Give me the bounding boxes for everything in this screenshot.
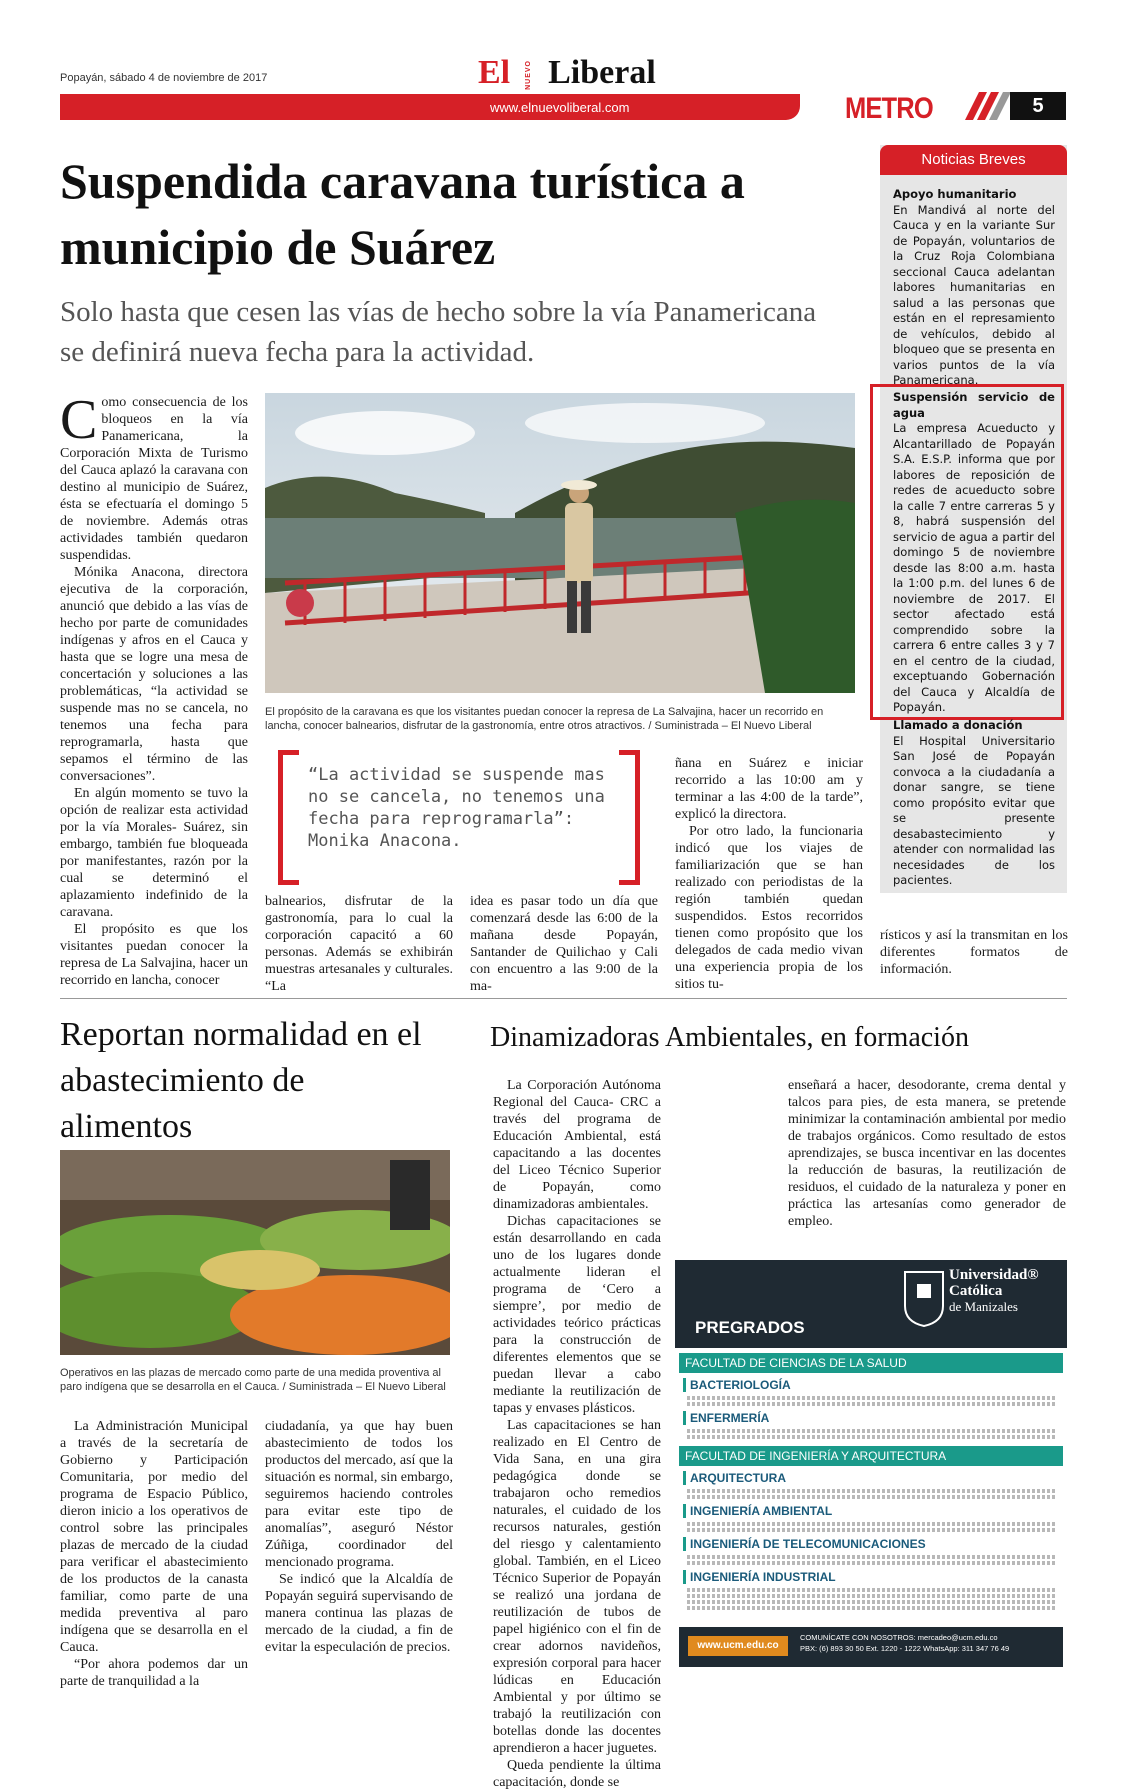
briefs-heading: Noticias Breves	[880, 145, 1067, 175]
ad-program: INGENIERÍA AMBIENTAL	[683, 1504, 832, 1518]
article1-paragraph: balnearios, disfrutar de la gastronomía, para lo cual la corporación capacitó a 60 personas. Además se exhibirán muestras artesanales y culturales. “La	[265, 894, 453, 994]
brief-text: El Hospital Universitario San José de Popayán convoca a la ciudadanía a donar sangre, se tiene como propósito evitar que se presente desabastecimiento y atender con normalidad las necesidades de los pacientes.	[893, 733, 1055, 887]
section-name: METRO	[845, 92, 933, 125]
brief-title: Apoyo humanitario	[893, 187, 1017, 201]
ad-program: ENFERMERÍA	[683, 1411, 769, 1425]
article2-paragraph: “Por ahora podemos dar un parte de tranquilidad a la	[60, 1657, 248, 1689]
ad-university-name: Universidad®	[949, 1267, 1039, 1283]
logo-el: El	[478, 54, 511, 91]
photo-market-produce	[60, 1150, 450, 1355]
website-url: www.elnuevoliberal.com	[490, 100, 630, 115]
article3-paragraph: La Corporación Autónoma Regional del Cauca- CRC a través del programa de Educación Ambiental, está capacitando a las docentes del Liceo Técnico Superior de Popayán, como dinamizadoras ambientales.	[493, 1078, 661, 1212]
brief-apoyo-humanitario	[893, 187, 1055, 389]
article3-column-2	[788, 1077, 1066, 1230]
ad-faculty-engineering: FACULTAD DE INGENIERÍA Y ARQUITECTURA	[679, 1446, 1063, 1466]
article2-column-1	[60, 1418, 248, 1690]
article1-paragraph: ñana en Suárez e iniciar recorrido a las 10:00 am y terminar a las 4:00 de la tarde”, explicó la directora.	[675, 756, 863, 822]
ad-pregrados: PREGRADOS	[695, 1318, 805, 1337]
brief-text: En Mandivá al norte del Cauca y en la variante Sur de Popayán, voluntarios de la Cruz Roja Colombiana seccional Cauca adelantan labores humanitarias en salud a las personas que están en el represamiento de vehículos, debido al bloqueo que se presenta en varios puntos de la vía Panamericana.	[893, 202, 1055, 387]
article2-paragraph: ciudadanía, ya que hay buen abastecimiento de todos los productos del mercado, así que la situación es normal, sin embargo, seguiremos haciendo controles para evitar este tipo de anomalías”, aseguró Néstor Zúñiga, coordinador del mencionado programa.	[265, 1419, 453, 1570]
ad-program: BACTERIOLOGÍA	[683, 1378, 791, 1392]
photo-salvajina-reservoir	[265, 393, 855, 693]
brief-text: La empresa Acueducto y Alcantarillado de Popayán S.A. E.S.P. informa que por labores de reposición de redes de acueducto sobre la calle 7 entre carreras 5 y 8, habrá suspensión del servicio de agua a partir del domingo 5 de noviembre desde las 8:00 a.m. hasta la 1:00 p.m. del lunes 6 de noviembre de 2017. El sector afectado está comprendido sobre la carrera 6 entre calles 3 y 7 en el centro de la ciudad, exceptuando Gobernación del Cauca y Alcaldía de Popayán.	[893, 421, 1055, 714]
ad-website[interactable]: www.ucm.edu.co	[688, 1636, 788, 1656]
headline-abastecimiento: Reportan normalidad en el abastecimiento de alimentos	[60, 1016, 422, 1145]
issue-date: Popayán, sábado 4 de noviembre de 2017	[60, 72, 268, 84]
photo-caption: El propósito de la caravana es que los visitantes puedan conocer la represa de La Salvajina, hacer un recorrido en lancha, conocer balnearios, disfrutar de la gastronomía, entre otros atractivos. / Suministrada – El Nuevo Liberal	[265, 706, 824, 732]
ad-program: ARQUITECTURA	[683, 1471, 786, 1485]
ad-contact	[800, 1632, 1060, 1654]
header-red-bar	[60, 94, 800, 120]
ad-contact-line: PBX: (6) 893 30 50 Ext. 1220 - 1222 WhatsApp: 311 347 76 49	[800, 1644, 1010, 1653]
pull-quote: “La actividad se suspende mas no se cancela, no tenemos una fecha para reprogramarla”: Monika Anacona.	[308, 765, 605, 851]
article1-column-2	[265, 893, 453, 995]
article1-column-3	[470, 893, 658, 995]
logo-nuevo: NUEVO	[525, 60, 533, 90]
article3-paragraph: enseñará a hacer, desodorante, crema dental y talcos para pies, de esta manera, se pretende minimizar la contaminación ambiental por medio de trabajos orgánicos. Como resultado de estos aprendizajes, se busca incentivar en las docentes la reducción de basuras, la reutilización de residuos, el cuidado de la naturaleza y poner en práctica las artesanías como generador de empleo.	[788, 1078, 1066, 1229]
page-number: 5	[1010, 92, 1066, 120]
brief-title: Llamado a donación	[893, 718, 1023, 732]
article1-paragraph: rísticos y así la transmitan en los diferentes formatos de información.	[880, 928, 1068, 977]
university-ad	[675, 1260, 1067, 1672]
shield-icon	[903, 1270, 945, 1328]
brief-title: Suspensión servicio de agua	[893, 390, 1055, 420]
article1-paragraph: El propósito es que los visitantes puedan conocer la represa de La Salvajina, hacer un recorrido en lancha, conocer	[60, 922, 248, 988]
newspaper-logo	[478, 56, 656, 90]
ad-university-name: de Manizales	[949, 1299, 1018, 1314]
logo-liberal: Liberal	[548, 54, 656, 91]
article2-paragraph: La Administración Municipal a través de la secretaría de Gobierno y Participación Comunitaria, por medio del programa de Espacio Público, dieron inicio a los operativos de control sobre las principales plazas de mercado de la ciudad para verificar el abastecimiento de los productos de la canasta familiar, como parte de una medida preventiva al paro indígena que se desarrolla en el Cauca.	[60, 1419, 248, 1655]
article1-column-4	[675, 755, 863, 993]
stripes-icon	[965, 92, 1015, 120]
article2-column-2	[265, 1418, 453, 1656]
drop-cap: C	[60, 389, 98, 451]
brief-suspension-agua	[893, 390, 1055, 716]
article1-paragraph: idea es pasar todo un día que comenzará desde las 6:00 de la mañana desde Popayán, Santander de Quilichao y Cali con encuentro a las 9:00 de la ma-	[470, 894, 658, 994]
brief-donacion	[893, 718, 1055, 889]
article1-column-1	[60, 389, 248, 989]
article1-paragraph: Mónika Anacona, directora ejecutiva de la corporación, anunció que debido a las vías de hecho por parte de comunidades indígenas y afros en el Cauca y hasta que se logre una mesa de concertación y soluciones a las problemáticas, “la actividad se suspende mas no se cancela, no tenemos una fecha para reprogramarla, hasta que sepamos el término de las conversaciones”.	[60, 565, 248, 784]
section-divider	[60, 998, 1067, 999]
article3-paragraph: Queda pendiente la última capacitación, donde se	[493, 1758, 661, 1790]
ad-program: INGENIERÍA INDUSTRIAL	[683, 1570, 836, 1584]
ad-university-name: Católica	[949, 1283, 1003, 1299]
article3-column-1	[493, 1077, 661, 1791]
headline-dinamizadoras: Dinamizadoras Ambientales, en formación	[490, 1022, 969, 1053]
article3-paragraph: Las capacitaciones se han realizado en El Centro de Vida Sana, en una gira pedagógica donde se trabajaron ocho remedios naturales, el cuidado de los recursos naturales, gestión del riesgo y calentamiento global. También, en el Liceo Técnico Superior de Popayán se realizó una jordana de reutilización de tubos de papel higiénico con el fin de crear adornos navideños, expresión corporal para hacer lúdicas en Educación Ambiental y por último se trabajó la reutilización con botellas donde las docentes aprendieron a hacer juguetes.	[493, 1418, 661, 1756]
ad-contact-line: COMUNÍCATE CON NOSOTROS: mercadeo@ucm.edu.co	[800, 1633, 998, 1642]
article2-paragraph: Se indicó que la Alcaldía de Popayán seguirá supervisando de manera continua las plazas de mercado de la ciudad, a fin de evitar la especulación de precios.	[265, 1572, 453, 1655]
article1-column-5	[880, 927, 1068, 978]
photo-caption: Operativos en las plazas de mercado como parte de una medida proventiva al paro indígena que se desarrolla en el Cauca. / Suministrada – El Nuevo Liberal	[60, 1367, 446, 1393]
article1-paragraph: En algún momento se tuvo la opción de realizar esta actividad por la vía Morales- Suárez, sin embargo, también fue bloqueada por manifestantes, razón por la cual se determinó el aplazamiento indefinido de la caravana.	[60, 786, 248, 920]
ad-faculty-health: FACULTAD DE CIENCIAS DE LA SALUD	[679, 1353, 1063, 1373]
article1-paragraph: Por otro lado, la funcionaria indicó que los viajes de familiarización que se han realizado con periodistas de la región también quedan suspendidos. Estos recorridos tienen como propósito que los delegados de cada medio vivan una experiencia propia de los sitios tu-	[675, 824, 863, 992]
article3-paragraph: Dichas capacitaciones se están desarrollando en cada uno de los lugares donde actualmente lideran el programa de ‘Cero a siempre’, por medio de actividades teórico prácticas para la construcción de diferentes elementos que se puedan llevar a cabo mediante la reutilización de tapas y envases plásticos.	[493, 1214, 661, 1416]
subheadline-caravana: Solo hasta que cesen las vías de hecho sobre la vía Panamericana se definirá nueva fecha para la actividad.	[60, 296, 817, 368]
ad-program: INGENIERÍA DE TELECOMUNICACIONES	[683, 1537, 926, 1551]
article1-paragraph: omo consecuencia de los bloqueos en la vía Panamericana, la Corporación Mixta de Turismo del Cauca aplazó la caravana con destino al municipio de Suárez, ésta se efectuaría el domingo 5 de noviembre. Además otras actividades también quedaron suspendidas.	[60, 395, 248, 563]
headline-caravana: Suspendida caravana turística a municipio de Suárez	[60, 153, 745, 275]
